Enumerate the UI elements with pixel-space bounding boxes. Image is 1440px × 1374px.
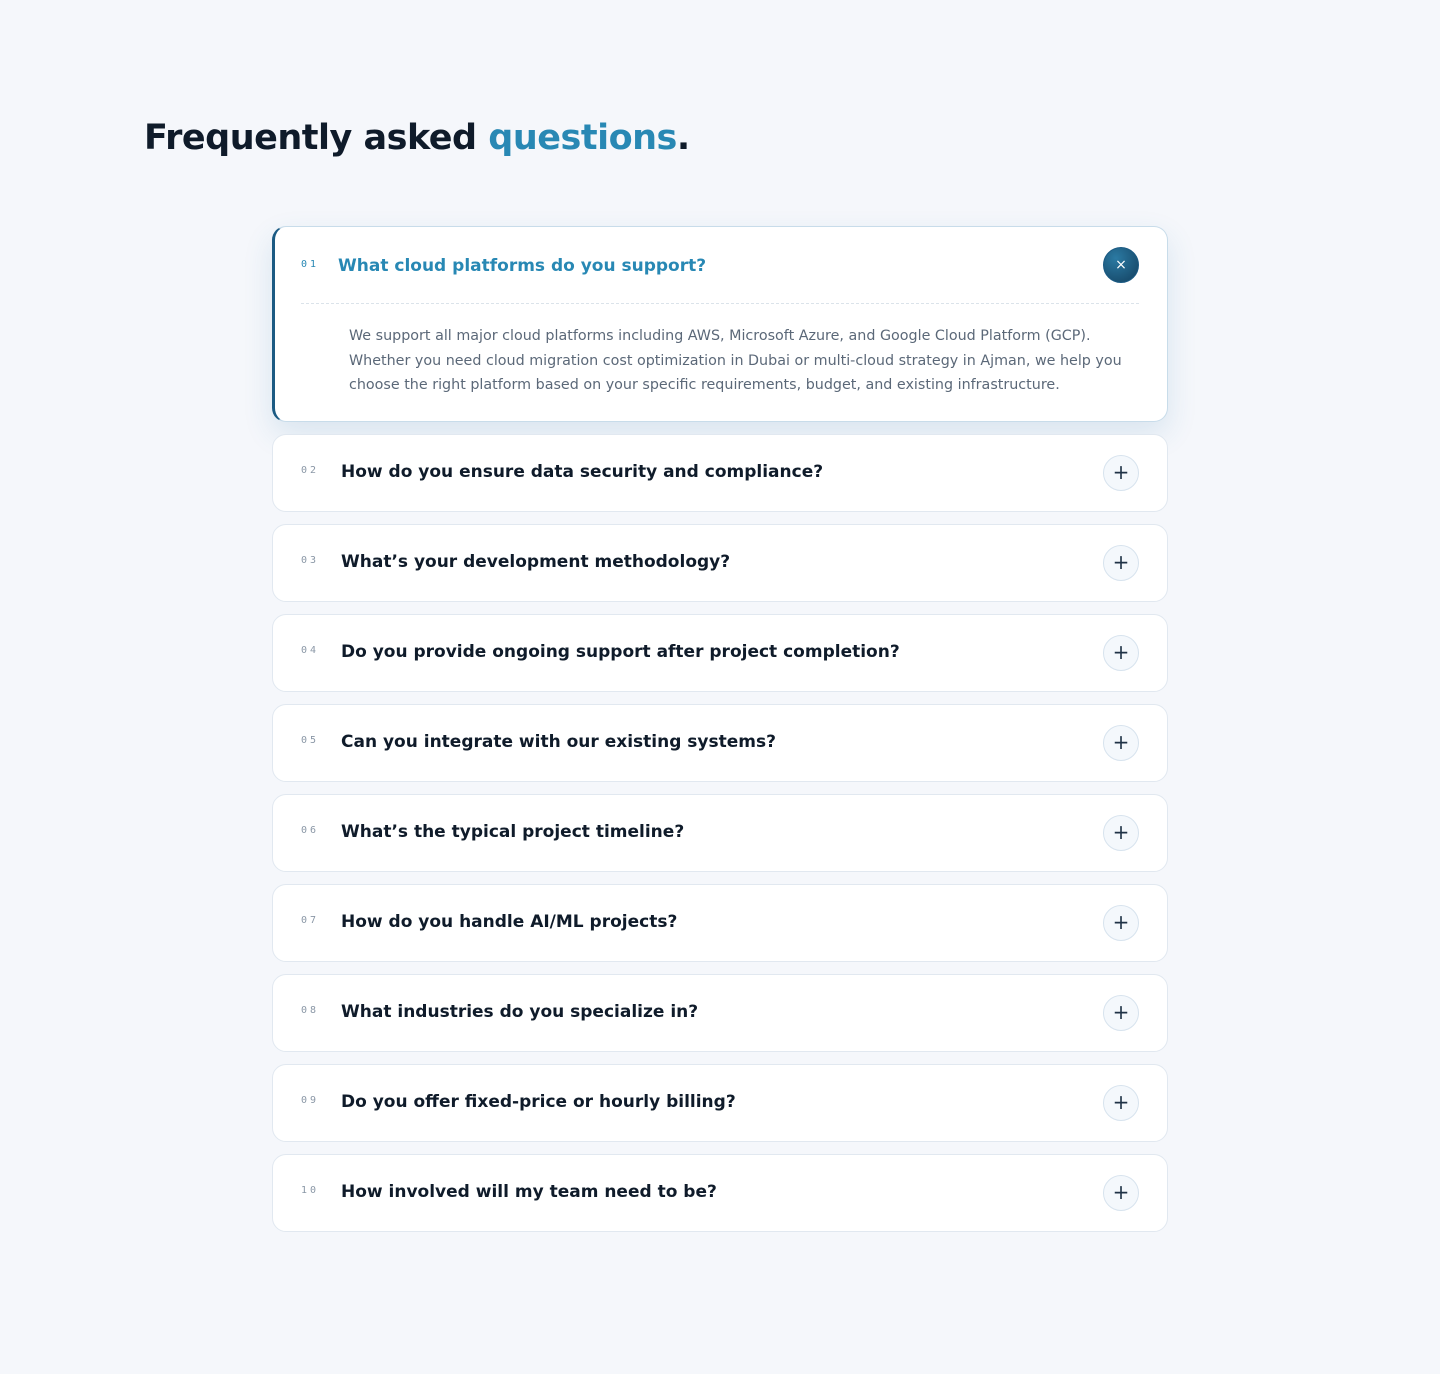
faq-number: 02 bbox=[301, 465, 320, 476]
faq-question: What’s your development methodology? bbox=[341, 552, 731, 572]
plus-icon[interactable]: + bbox=[1103, 815, 1139, 851]
faq-question-header[interactable] bbox=[273, 795, 1167, 871]
faq-answer: We support all major cloud platforms including AWS, Microsoft Azure, and Google Cloud Platform (GCP). Whether you need cloud migration cost optimization in Dubai or multi-cloud strategy in Ajman, we help you choose the right platform based on your specific requirements, budget, and existing infrastructure. bbox=[349, 328, 1122, 393]
plus-icon[interactable]: + bbox=[1103, 635, 1139, 671]
page-title-accent: questions bbox=[488, 118, 677, 158]
faq-item bbox=[272, 1154, 1168, 1232]
faq-item bbox=[272, 704, 1168, 782]
faq-item bbox=[272, 1064, 1168, 1142]
faq-question-header[interactable] bbox=[273, 975, 1167, 1051]
faq-question-header[interactable] bbox=[275, 227, 1167, 305]
faq-question-header[interactable] bbox=[273, 525, 1167, 601]
plus-icon[interactable]: + bbox=[1103, 545, 1139, 581]
faq-item bbox=[272, 524, 1168, 602]
faq-question-header[interactable] bbox=[273, 435, 1167, 511]
faq-item bbox=[272, 434, 1168, 512]
faq-number: 06 bbox=[301, 825, 320, 836]
faq-question-header[interactable] bbox=[273, 1155, 1167, 1231]
faq-item bbox=[272, 614, 1168, 692]
faq-question: How do you handle AI/ML projects? bbox=[341, 912, 678, 932]
page-title-period: . bbox=[676, 118, 690, 158]
plus-icon[interactable]: + bbox=[1103, 1085, 1139, 1121]
faq-question: Do you offer fixed-price or hourly billing? bbox=[341, 1092, 736, 1112]
faq-question: Can you integrate with our existing systems? bbox=[341, 732, 776, 752]
faq-number: 05 bbox=[301, 735, 320, 746]
plus-icon[interactable]: + bbox=[1103, 905, 1139, 941]
faq-question: How involved will my team need to be? bbox=[341, 1182, 717, 1202]
close-icon[interactable]: × bbox=[1103, 247, 1139, 283]
faq-number: 07 bbox=[301, 915, 320, 926]
plus-icon[interactable]: + bbox=[1103, 995, 1139, 1031]
faq-question: What industries do you specialize in? bbox=[341, 1002, 699, 1022]
faq-question-header[interactable] bbox=[273, 705, 1167, 781]
plus-icon[interactable]: + bbox=[1103, 725, 1139, 761]
faq-number: 08 bbox=[301, 1005, 320, 1016]
faq-list bbox=[272, 226, 1168, 1244]
plus-icon[interactable]: + bbox=[1103, 1175, 1139, 1211]
faq-item bbox=[272, 226, 1168, 422]
faq-question: How do you ensure data security and compliance? bbox=[341, 462, 824, 482]
faq-number: 01 bbox=[301, 259, 320, 270]
plus-icon[interactable]: + bbox=[1103, 455, 1139, 491]
faq-number: 10 bbox=[301, 1185, 320, 1196]
faq-number: 04 bbox=[301, 645, 320, 656]
faq-number: 03 bbox=[301, 555, 320, 566]
faq-question: What’s the typical project timeline? bbox=[341, 822, 685, 842]
faq-item bbox=[272, 974, 1168, 1052]
page-title-main: Frequently asked bbox=[144, 118, 489, 158]
faq-item bbox=[272, 884, 1168, 962]
faq-question-header[interactable] bbox=[273, 1065, 1167, 1141]
faq-question-header[interactable] bbox=[273, 885, 1167, 961]
faq-question: What cloud platforms do you support? bbox=[338, 256, 707, 276]
page-title bbox=[144, 118, 690, 158]
faq-question: Do you provide ongoing support after project completion? bbox=[341, 642, 900, 662]
faq-item bbox=[272, 794, 1168, 872]
faq-divider bbox=[301, 303, 1139, 304]
faq-question-header[interactable] bbox=[273, 615, 1167, 691]
faq-number: 09 bbox=[301, 1095, 320, 1106]
